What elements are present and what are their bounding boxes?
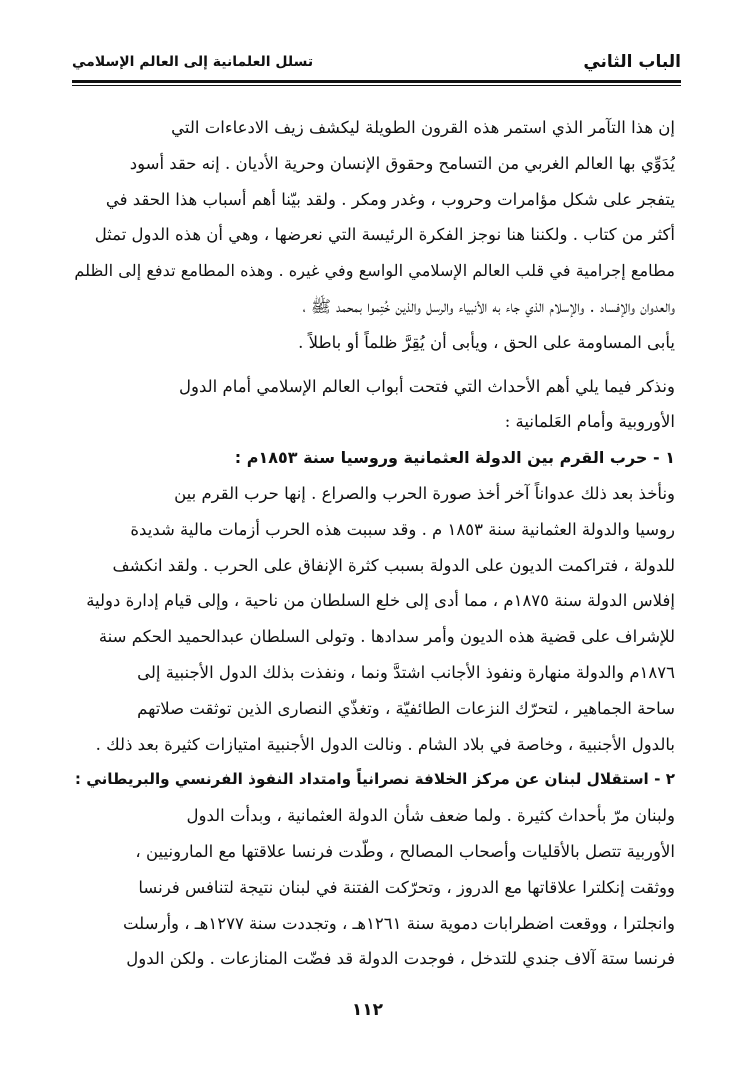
page-body [74,110,675,977]
section-heading-crimean-war: ١ - حرب القرم بين الدولة العثمانية وروسيا سنة ١٨٥٣م : [234,448,675,468]
text-line: يُدَوِّي بها العالم الغربي من التسامح وحقوق الإنسان وحرية الأديان . إنه حقد أسود [129,153,675,173]
text-line: بالدول الأجنبية ، وخاصة في بلاد الشام . ونالت الدول الأجنبية امتيازات كثيرة بعد ذلك . [95,734,675,754]
text-line: الأوروبية وأمام العَلمانية : [504,412,675,432]
text-line: للإشراف على قضية هذه الديون وأمر سدادها . وتولى السلطان عبدالحميد الحكم سنة [98,627,675,647]
paragraph-crimean-war [74,476,675,762]
paragraph-conspiracy [74,110,675,361]
header-rule [72,80,681,83]
text-line: إفلاس الدولة سنة ١٨٧٥م ، مما أدى إلى خلع السلطان من ناحية ، وإلى قيام إدارة دولية [86,591,675,611]
text-line: الأوربية تتصل بالأقليات وأصحاب المصالح ، وطّدت فرنسا علاقتها مع المارونيين ، [135,841,675,861]
text-line: إن هذا التآمر الذي استمر هذه القرون الطويلة ليكشف زيف الادعاءات التي [171,118,675,137]
text-line: وانجلترا ، ووقعت اضطرابات دموية سنة ١٢٦١هـ ، وتجددت سنة ١٢٧٧هـ ، وأرسلت [122,913,675,933]
text-line: مطامع إجرامية في قلب العالم الإسلامي الواسع وفي غيره . وهذه المطامع تدفع إلى الظلم [74,261,675,281]
text-line: والعدوان والإفساد . والإسلام الذي جاء به الأنبياء والرسل والذين خُتِموا بمحمد ﷺ ، [302,296,675,316]
book-section-title: تسلل العلمانية إلى العالم الإسلامي [72,54,314,70]
text-line: ووثقت إنكلترا علاقاتها مع الدروز ، وتحرّكت الفتنة في لبنان نتيجة لتنافس فرنسا [138,877,675,897]
section-heading-lebanon: ٢ - استقلال لبنان عن مركز الخلافة نصرانياً وامتداد النفوذ الفرنسي والبريطاني : [74,770,675,789]
text-line: ونأخذ بعد ذلك عدواناً آخر أخذ صورة الحرب والصراع . إنها حرب القرم بين [174,483,675,503]
paragraph-intro-events [74,369,675,441]
text-line: ونذكر فيما يلي أهم الأحداث التي فتحت أبواب العالم الإسلامي أمام الدول [179,376,675,396]
text-line: أكثر من كتاب . ولكننا هنا نوجز الفكرة الرئيسة التي نعرضها ، وهي أن هذه الدول تمثل [94,225,675,245]
text-line: يتفجر على شكل مؤامرات وحروب ، وغدر ومكر . ولقد بيّنا أهم أسباب هذا الحقد في [105,189,675,209]
text-line: للدولة ، فتراكمت الديون على الدولة بسبب كثرة الإنفاق على الحرب . ولقد انكشف [112,555,675,575]
text-line: ١٨٧٦م والدولة منهارة ونفوذ الأجانب اشتدَّ ونما ، ونفذت بذلك الدول الأجنبية إلى [137,662,675,682]
page-number: ١١٢ [351,1000,384,1020]
text-line: ولبنان مرّ بأحداث كثيرة . ولما ضعف شأن الدولة العثمانية ، وبدأت الدول [186,806,675,826]
paragraph-lebanon [74,798,675,977]
text-line: ساحة الجماهير ، لتحرّك النزعات الطائفيّة ، وتغذّي النصارى الذين توثقت صلاتهم [137,698,675,718]
chapter-label: الباب الثاني [583,52,681,72]
text-line: يأبى المساومة على الحق ، ويأبى أن يُقِرَّ ظلماً أو باطلاً . [298,332,675,352]
text-line: روسيا والدولة العثمانية سنة ١٨٥٣ م . وقد سببت هذه الحرب أزمات مالية شديدة [130,519,675,539]
text-line: فرنسا ستة آلاف جندي للتدخل ، فوجدت الدولة قد فضّت المنازعات . ولكن الدول [126,949,675,969]
running-header [72,44,681,84]
header-rule-thin [72,85,681,86]
